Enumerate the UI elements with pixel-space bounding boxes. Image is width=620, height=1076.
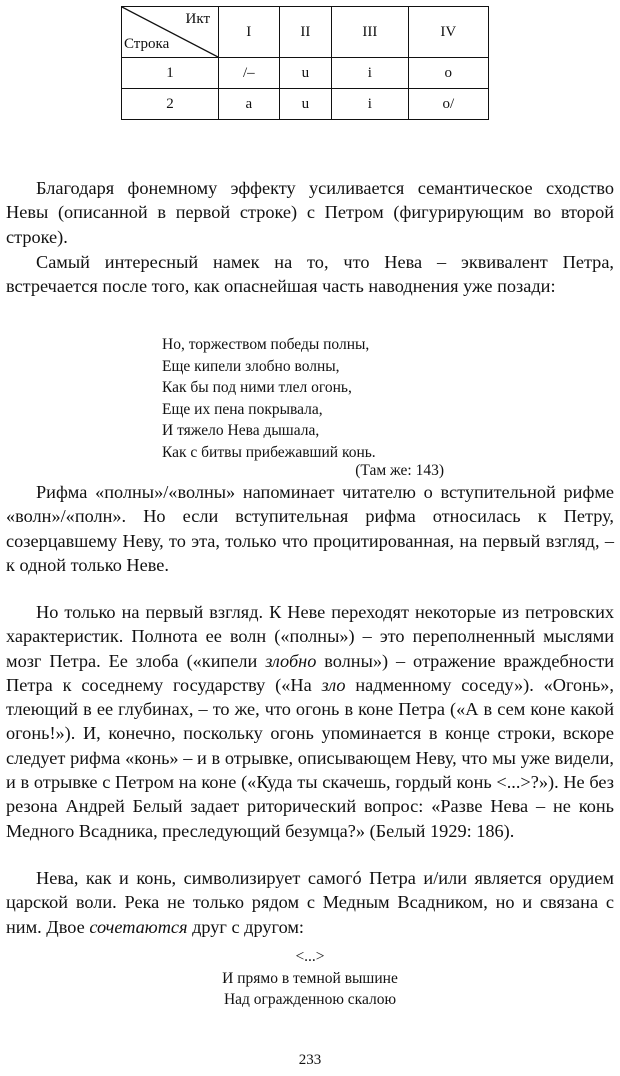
paragraph-2 [6,250,614,299]
verse-quote-1 [162,334,376,464]
text-run: волны») – отражение враждебности Петра к соседнему государству («На [6,650,615,695]
text-run: Но только на первый взгляд. К Неве переходят некоторые из петровских характеристик. Полнота ее волн («полны») – это переполненный мыслями мозг Петра. Ее злоба («кипели [6,602,614,671]
verse-line: Еще кипели злобно волны, [162,357,340,375]
table-cell: o/ [408,89,488,120]
table-cell: u [279,58,332,89]
paragraph-5 [6,866,614,939]
paragraph-3 [6,480,614,577]
corner-label-stroka: Строка [124,36,170,52]
table-cell: a [219,89,280,120]
paragraph-text: Рифма «полны»/«волны» напоминает читателю о вступительной рифме «волн»/«полн». Но если вступительная рифма относилась к Петру, созерцавшему Неву, то эта, только что процитированная, на первый взгляд, – к одной только Неве. [6,482,614,575]
verse-source: (Там же: 143) [355,462,444,479]
table-header-cell: II [279,7,332,58]
verse-line: И прямо в темной вышине [222,969,398,987]
table-cell: o [408,58,488,89]
row-label: 2 [122,89,219,120]
table-row [122,58,489,89]
paragraph-1 [6,176,614,249]
table-header-row [122,7,489,58]
table-cell: i [332,89,408,120]
rhythm-table-wrapper [121,6,489,120]
table-cell: i [332,58,408,89]
paragraph-text [6,866,614,939]
italic-word: злобно [265,650,317,671]
table-header-cell: IV [408,7,488,58]
table-header-cell: I [219,7,280,58]
table-cell: /– [219,58,280,89]
paragraph-text [6,600,614,843]
table-corner-cell [122,7,219,58]
italic-word: сочетаются [89,916,188,937]
verse-line: И тяжело Нева дышала, [162,422,320,440]
text-run: надменному соседу»). «Огонь», тлеющий в ее глубинах, – то же, что огонь в коне Петра («А в сем коне какой огонь!»). И, конечно, поскольку огонь упоминается в конце строки, вскоре следует рифма «конь» – и в отрывке, описывающем Неву, что мы уже видели, и в отрывке с Петром на коне («Куда ты скачешь, гордый конь <...>?»). Не без резона Андрей Белый задает риторический вопрос: «Разве Нева – не конь Медного Всадника, преследующий безумца?» (Белый 1929: 186). [6,674,614,841]
text-run: друг с другом: [187,916,305,937]
rhythm-table [121,6,489,120]
paragraph-text: Самый интересный намек на то, что Нева – эквивалент Петра, встречается после того, как опаснейшая часть наводнения уже позади: [6,252,614,297]
table-cell: u [279,89,332,120]
paragraph-text: Благодаря фонемному эффекту усиливается семантическое сходство Невы (описанной в первой строке) с Петром (фигурирующим во второй строке). [6,178,614,247]
verse-line: <...> [295,948,325,965]
verse-line: Еще их пена покрывала, [162,400,323,418]
page-number: 233 [298,1052,322,1068]
verse-line: Над огражденною скалою [223,991,397,1008]
paragraph-4 [6,600,614,843]
verse-line: Как с битвы прибежавший конь. [162,443,376,461]
corner-label-ikt: Икт [185,11,210,27]
row-label: 1 [122,58,219,89]
verse-line: Как бы под ними тлел огонь, [162,379,352,397]
verse-quote-2 [0,946,620,1011]
italic-word: зло [321,674,346,695]
table-header-cell: III [332,7,408,58]
verse-line: Но, торжеством победы полны, [162,336,370,353]
table-row [122,89,489,120]
text-run: Нева, как и конь, символизирует самогó Петра и/или является орудием царской воли. Река не только рядом с Медным Всадником, но и связана с ним. Двое [6,868,614,937]
